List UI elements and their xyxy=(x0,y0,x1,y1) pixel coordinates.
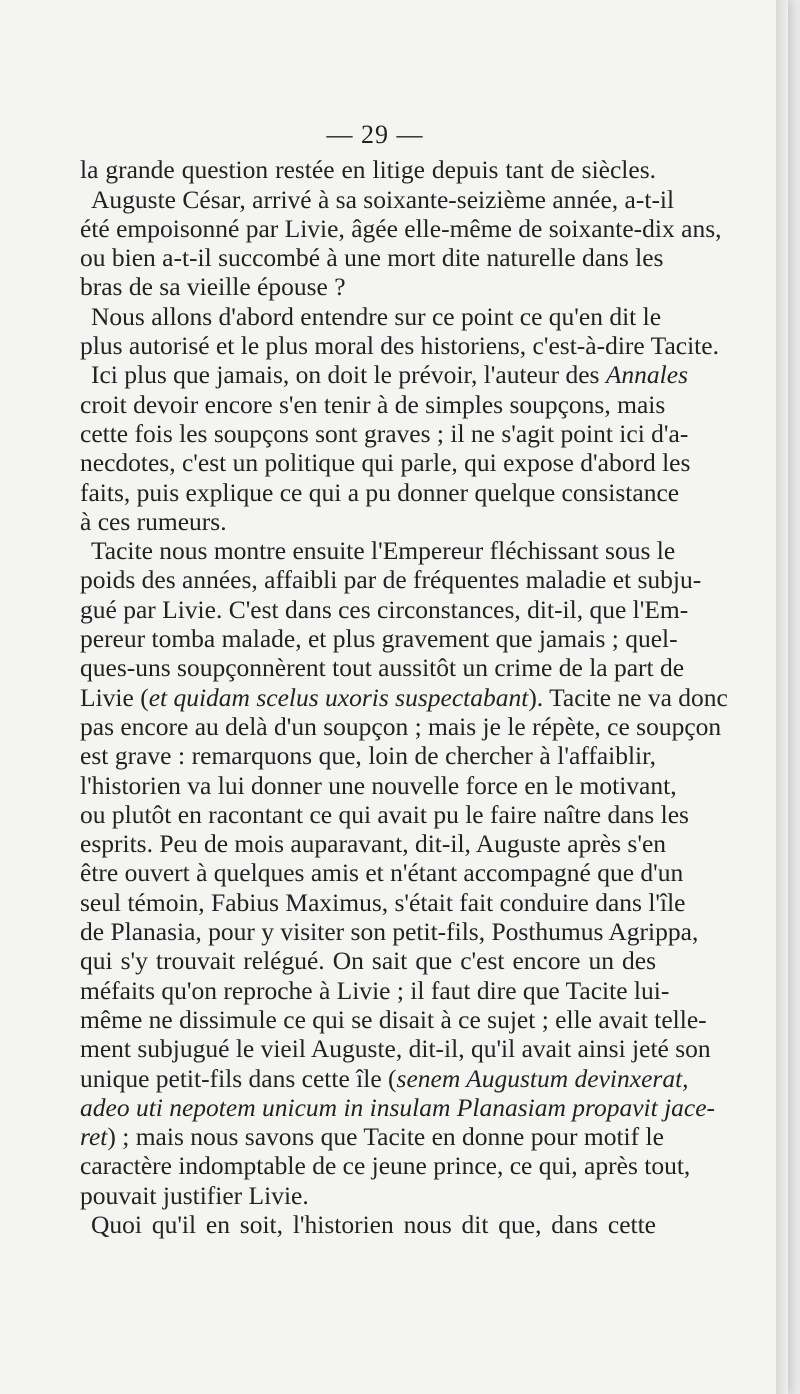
line-text: seul témoin, Fabius Maximus, s'était fait conduire dans l'île xyxy=(80,887,686,917)
text-line xyxy=(80,1004,707,1034)
line-text: ou plutôt en racontant ce qui avait pu le faire naître dans les xyxy=(80,799,689,829)
line-text: de Planasia, pour y visiter son petit-fils, Posthumus Agrippa, xyxy=(80,917,699,947)
line-text: cette fois les soupçons sont graves ; il ne s'agit point ici d'a- xyxy=(80,418,689,448)
text-line xyxy=(80,360,689,390)
page-number: — 29 — xyxy=(326,120,424,149)
text-line xyxy=(80,301,662,331)
line-text: Auguste César, arrivé à sa soixante-seizième année, a-t-il xyxy=(91,184,675,214)
line-text: caractère indomptable de ce jeune prince, ce qui, après tout, xyxy=(80,1151,691,1181)
text-line xyxy=(80,213,722,243)
line-italic: senem Augustum devinxerat, xyxy=(396,1063,689,1093)
line-text: necdotes, c'est un politique qui parle, qui expose d'abord les xyxy=(80,448,691,478)
text-line xyxy=(80,1151,691,1181)
text-line xyxy=(80,829,667,859)
text-line xyxy=(80,1122,664,1152)
text-line xyxy=(80,331,719,361)
text-line xyxy=(80,184,675,214)
line-text: pouvait justifier Livie. xyxy=(80,1180,309,1210)
text-line xyxy=(80,946,656,975)
line-text: à ces rumeurs. xyxy=(80,506,227,536)
line-text: est grave : remarquons que, loin de chercher à l'affaiblir, xyxy=(80,741,656,771)
text-line xyxy=(80,272,656,301)
line-text: poids des années, affaibli par de fréquentes maladie et subju- xyxy=(80,565,702,595)
text-line xyxy=(80,448,691,478)
text-line xyxy=(80,975,670,1005)
text-line xyxy=(80,1181,656,1210)
text-line xyxy=(80,741,656,770)
line-text: même ne dissimule ce qui se disait à ce sujet ; elle avait telle- xyxy=(80,1004,707,1034)
line-text: ques-uns soupçonnèrent tout aussitôt un crime de la part de xyxy=(80,653,685,683)
text-line xyxy=(80,711,722,741)
line-text: esprits. Peu de mois auparavant, dit-il, Auguste après s'en xyxy=(80,829,667,859)
text-line xyxy=(80,653,685,683)
line-text-end: ) ; mais nous savons que Tacite en donne pour motif le xyxy=(107,1122,664,1152)
text-line xyxy=(80,624,678,654)
text-line xyxy=(80,418,689,448)
line-text: croit devoir encore s'en tenir à de simples soupçons, mais xyxy=(80,389,666,419)
page-text xyxy=(80,120,728,1239)
line-text: Nous allons d'abord entendre sur ce point ce qu'en dit le xyxy=(91,301,662,331)
text-line xyxy=(80,917,699,947)
line-text: la grande question restée en litige depuis tant de siècles. xyxy=(80,155,656,185)
line-text: ou bien a-t-il succombé à une mort dite naturelle dans les xyxy=(80,243,664,273)
text-line xyxy=(80,887,686,917)
text-line xyxy=(80,565,702,595)
text-line xyxy=(80,389,666,419)
text-line xyxy=(80,770,677,800)
text-line xyxy=(80,1210,656,1239)
text-line xyxy=(80,594,689,624)
text-line xyxy=(80,1063,689,1093)
text-line xyxy=(80,1092,716,1122)
line-italic: adeo uti nepotem unicum in insulam Planasiam propavit jace- xyxy=(80,1092,716,1122)
line-text: Livie ( xyxy=(80,682,149,712)
line-text: Quoi qu'il en soit, l'historien nous dit que, dans cette xyxy=(91,1209,656,1239)
text-line xyxy=(80,799,689,829)
line-text: unique petit-fils dans cette île ( xyxy=(80,1063,397,1093)
line-italic: Annales xyxy=(605,360,689,390)
text-line xyxy=(80,858,684,888)
line-text: gué par Livie. C'est dans ces circonstances, dit-il, que l'Em- xyxy=(80,594,689,624)
line-text: plus autorisé et le plus moral des historiens, c'est-à-dire Tacite. xyxy=(80,331,719,361)
line-italic: et quidam scelus uxoris suspectabant xyxy=(148,682,529,712)
text-line xyxy=(80,536,676,566)
text-line xyxy=(80,682,728,712)
line-text: Tacite nous montre ensuite l'Empereur fléchissant sous le xyxy=(91,536,676,566)
line-text: pereur tomba malade, et plus gravement que jamais ; quel- xyxy=(80,624,678,654)
text-block xyxy=(80,155,728,1239)
text-line xyxy=(80,155,656,184)
line-italic: ret xyxy=(80,1122,108,1152)
text-line xyxy=(80,477,680,507)
line-text: Ici plus que jamais, on doit le prévoir, l'auteur des xyxy=(91,360,606,390)
text-line xyxy=(80,507,656,536)
line-text: qui s'y trouvait relégué. On sait que c'est encore un des xyxy=(80,946,656,976)
line-text: été empoisonné par Livie, âgée elle-même de soixante-dix ans, xyxy=(80,213,722,243)
text-line xyxy=(80,1034,711,1064)
line-text: faits, puis explique ce qui a pu donner quelque consistance xyxy=(80,477,680,507)
page-edge xyxy=(776,0,788,1394)
line-text: l'historien va lui donner une nouvelle force en le motivant, xyxy=(80,770,677,800)
line-text: être ouvert à quelques amis et n'étant accompagné que d'un xyxy=(80,858,684,888)
line-text: ment subjugué le vieil Auguste, dit-il, qu'il avait ainsi jeté son xyxy=(80,1034,711,1064)
line-text: pas encore au delà d'un soupçon ; mais je le répète, ce soupçon xyxy=(80,711,722,741)
line-text: bras de sa vieille épouse ? xyxy=(80,272,346,302)
text-line xyxy=(80,243,664,273)
line-text-end: ). Tacite ne va donc xyxy=(528,682,728,712)
line-text: méfaits qu'on reproche à Livie ; il faut dire que Tacite lui- xyxy=(80,975,670,1005)
